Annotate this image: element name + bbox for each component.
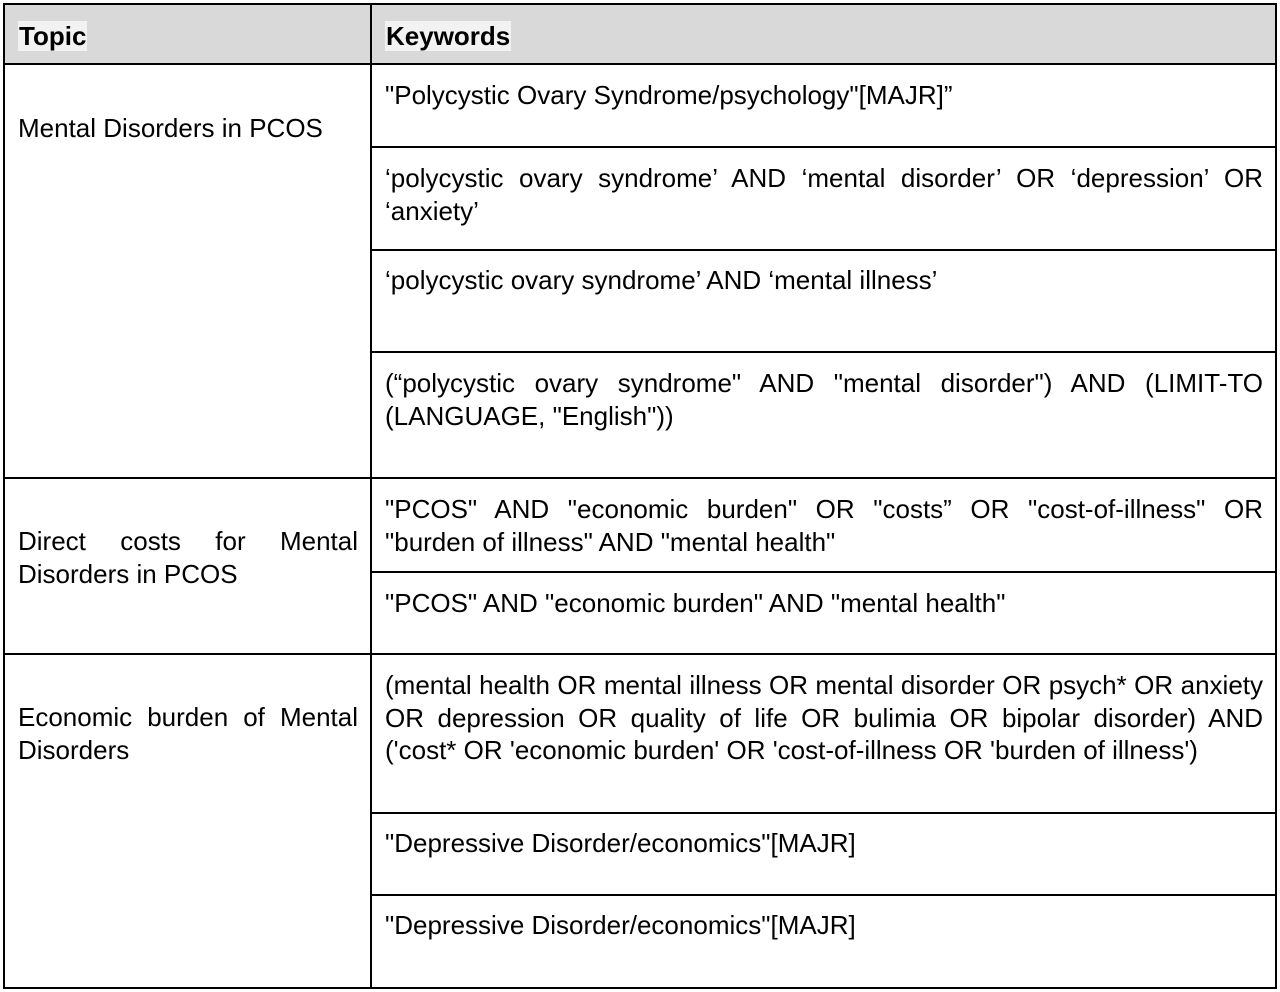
group-divider [5, 653, 1275, 655]
keyword-cell: "Depressive Disorder/economics"[MAJR] [385, 910, 856, 940]
keyword-cell: ‘polycystic ovary syndrome’ AND ‘mental disorder’ OR ‘depression’ OR ‘anxiety’ [385, 163, 1263, 226]
topic-cell: Mental Disorders in PCOS [18, 113, 323, 143]
keyword-cell: "Polycystic Ovary Syndrome/psychology"[MAJR]” [385, 80, 953, 110]
keyword-cell: (mental health OR mental illness OR mental disorder OR psych* OR anxiety OR depression OR quality of life OR bulimia OR bipolar disorder) AND ('cost* OR 'economic burden' OR 'cost-of-illness OR 'burden of illness') [385, 670, 1263, 765]
row-divider [370, 249, 1275, 251]
header-topic: Topic [19, 21, 87, 51]
column-divider [370, 5, 372, 987]
topic-cell: Economic burden of Mental Disorders [18, 702, 358, 765]
row-divider [370, 812, 1275, 814]
table-header-row [5, 5, 1275, 65]
keywords-table [3, 3, 1277, 989]
keyword-cell: (“polycystic ovary syndrome" AND "mental disorder") AND (LIMIT-TO (LANGUAGE, "English")) [385, 368, 1263, 431]
row-divider [370, 146, 1275, 148]
group-divider [5, 477, 1275, 479]
keyword-cell: ‘polycystic ovary syndrome’ AND ‘mental illness’ [385, 265, 938, 295]
keyword-cell: "PCOS" AND "economic burden" OR "costs” OR "cost-of-illness" OR "burden of illness" AND "mental health" [385, 494, 1263, 557]
header-keywords: Keywords [386, 21, 511, 51]
row-divider [370, 351, 1275, 353]
row-divider [370, 894, 1275, 896]
topic-cell: Direct costs for Mental Disorders in PCOS [18, 526, 358, 589]
row-divider [370, 571, 1275, 573]
keyword-cell: "PCOS" AND "economic burden" AND "mental health" [385, 588, 1006, 618]
keyword-cell: "Depressive Disorder/economics"[MAJR] [385, 828, 856, 858]
